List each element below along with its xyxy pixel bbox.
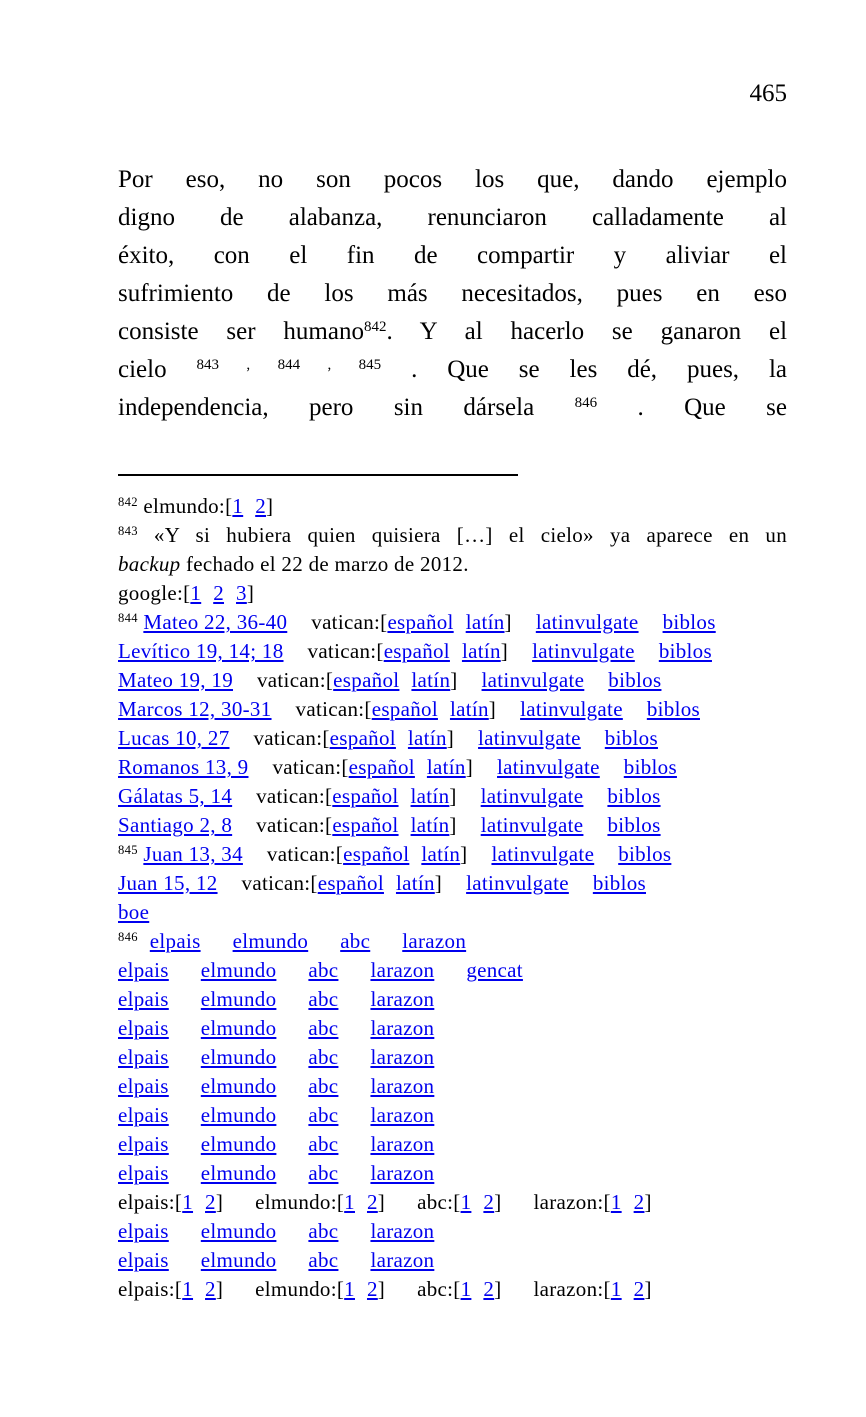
link-elmundo[interactable]: elmundo [200, 987, 277, 1011]
text: elpais:[ [118, 1277, 183, 1301]
text: . Que se [597, 394, 787, 421]
link-latinvulgate[interactable]: latinvulgate [497, 755, 600, 779]
paragraph-line [118, 313, 787, 351]
text: ] [449, 813, 457, 837]
footnote-845 [118, 840, 787, 927]
link-romanos-13-9[interactable]: Romanos 13, 9 [118, 755, 249, 779]
footnote-line [118, 1043, 787, 1072]
link-biblos[interactable]: biblos [646, 697, 700, 721]
footnote-line [118, 898, 787, 927]
text: abc:[ [417, 1277, 461, 1301]
footnote-line [118, 608, 787, 637]
link-biblos[interactable]: biblos [658, 639, 712, 663]
link-boe[interactable]: boe [118, 900, 150, 924]
link-latín[interactable]: latín [407, 726, 447, 750]
link-larazon[interactable]: larazon [370, 1103, 435, 1127]
link-español[interactable]: español [332, 813, 399, 837]
link-español[interactable]: español [348, 755, 415, 779]
link-biblos[interactable]: biblos [607, 813, 661, 837]
text: ] [488, 697, 497, 721]
text: ] [494, 1190, 502, 1214]
text: ] [644, 1277, 652, 1301]
link-biblos[interactable]: biblos [592, 871, 646, 895]
link-latín[interactable]: latín [421, 842, 461, 866]
footnote-846 [118, 927, 787, 1304]
link-elpais[interactable]: elpais [118, 1219, 169, 1243]
paragraph-line [118, 351, 787, 389]
link-abc[interactable]: abc [308, 1161, 339, 1185]
text: ] [215, 1190, 224, 1214]
link-latín[interactable]: latín [461, 639, 501, 663]
footnote-843 [118, 521, 787, 608]
link-2[interactable]: 2 [213, 581, 225, 605]
paragraph-line [118, 161, 787, 199]
main-paragraph [118, 161, 787, 427]
text: vatican:[ [256, 813, 333, 837]
text: . Que se les dé, pues, la [381, 356, 787, 383]
link-2[interactable]: 2 [483, 1190, 495, 1214]
footnote-line [118, 579, 787, 608]
link-larazon[interactable]: larazon [370, 1219, 435, 1243]
footnote-line [118, 1275, 787, 1304]
link-larazon[interactable]: larazon [370, 1248, 435, 1272]
text: vatican:[ [311, 610, 388, 634]
footnote-line [118, 1246, 787, 1275]
link-1[interactable]: 1 [344, 1277, 355, 1301]
link-2[interactable]: 2 [366, 1277, 378, 1301]
footnote-marker-843: 843 [118, 524, 138, 539]
link-elpais[interactable]: elpais [118, 1103, 169, 1127]
link-biblos[interactable]: biblos [608, 668, 662, 692]
link-latinvulgate[interactable]: latinvulgate [535, 610, 639, 634]
link-español[interactable]: español [371, 697, 438, 721]
text: éxito, con el fin de compartir y aliviar el [118, 242, 787, 269]
link-latín[interactable]: latín [426, 755, 466, 779]
text: ] [446, 726, 455, 750]
link-abc[interactable]: abc [308, 987, 339, 1011]
footnote-separator [118, 474, 518, 476]
footnote-line [118, 1072, 787, 1101]
link-elpais[interactable]: elpais [149, 929, 201, 953]
link-biblos[interactable]: biblos [618, 842, 672, 866]
footnote-line [118, 985, 787, 1014]
footnote-line [118, 840, 787, 869]
link-español[interactable]: español [387, 610, 454, 634]
link-latinvulgate[interactable]: latinvulgate [491, 842, 595, 866]
paragraph-line [118, 275, 787, 313]
link-elpais[interactable]: elpais [118, 1016, 169, 1040]
link-abc[interactable]: abc [308, 1074, 339, 1098]
footnote-line [118, 521, 787, 550]
link-abc[interactable]: abc [308, 1045, 339, 1069]
text: ] [377, 1190, 386, 1214]
footnote-line [118, 1101, 787, 1130]
text: Por eso, no son pocos los que, dando ejemplo [118, 166, 787, 193]
link-elmundo[interactable]: elmundo [200, 1103, 277, 1127]
text: vatican:[ [272, 755, 349, 779]
footnote-line [118, 753, 787, 782]
text: ] [460, 842, 468, 866]
link-larazon[interactable]: larazon [370, 1045, 435, 1069]
text: independencia, pero sin dársela [118, 394, 575, 421]
link-elpais[interactable]: elpais [118, 987, 169, 1011]
page-number: 465 [749, 80, 787, 107]
link-santiago-2-8[interactable]: Santiago 2, 8 [118, 813, 233, 837]
link-juan-15-12[interactable]: Juan 15, 12 [118, 871, 218, 895]
link-2[interactable]: 2 [633, 1190, 645, 1214]
link-larazon[interactable]: larazon [370, 987, 435, 1011]
footnote-line [118, 869, 787, 898]
text: larazon:[ [533, 1190, 611, 1214]
link-2[interactable]: 2 [255, 494, 266, 518]
footnote-line [118, 492, 787, 521]
link-latinvulgate[interactable]: latinvulgate [480, 784, 584, 808]
paragraph-line [118, 389, 787, 427]
paragraph-line [118, 199, 787, 237]
link-1[interactable]: 1 [182, 1190, 194, 1214]
text: ] [450, 668, 458, 692]
link-elmundo[interactable]: elmundo [200, 1132, 277, 1156]
footnote-line [118, 695, 787, 724]
link-larazon[interactable]: larazon [370, 958, 435, 982]
link-gencat[interactable]: gencat [466, 958, 523, 982]
link-2[interactable]: 2 [205, 1190, 216, 1214]
footnote-ref-846: 846 [574, 394, 598, 411]
link-larazon[interactable]: larazon [370, 1016, 435, 1040]
footnote-marker-846: 846 [118, 930, 138, 945]
footnote-line [118, 637, 787, 666]
link-latinvulgate[interactable]: latinvulgate [481, 668, 585, 692]
link-1[interactable]: 1 [460, 1277, 472, 1301]
link-1[interactable]: 1 [232, 494, 244, 518]
footnotes [118, 492, 787, 1304]
link-elpais[interactable]: elpais [118, 1074, 169, 1098]
link-elmundo[interactable]: elmundo [200, 1161, 277, 1185]
footnote-line [118, 782, 787, 811]
link-latinvulgate[interactable]: latinvulgate [480, 813, 584, 837]
footnote-ref-843-844-845: 843 , 844 , 845 [196, 356, 382, 373]
text: backup [118, 552, 181, 576]
link-gálatas-5-14[interactable]: Gálatas 5, 14 [118, 784, 233, 808]
text: ] [465, 755, 474, 779]
link-latinvulgate[interactable]: latinvulgate [520, 697, 623, 721]
text: . Y al hacerlo se ganaron el [386, 318, 788, 345]
link-abc[interactable]: abc [308, 1016, 339, 1040]
link-biblos[interactable]: biblos [662, 610, 716, 634]
footnote-line [118, 1014, 787, 1043]
link-juan-13-34[interactable]: Juan 13, 34 [143, 842, 243, 866]
link-elmundo[interactable]: elmundo [200, 958, 277, 982]
text: abc:[ [417, 1190, 461, 1214]
text: vatican:[ [241, 871, 318, 895]
text: digno de alabanza, renunciaron calladamente al [118, 204, 787, 231]
link-1[interactable]: 1 [610, 1277, 622, 1301]
text: vatican:[ [295, 697, 372, 721]
link-levítico-19-14-18[interactable]: Levítico 19, 14; 18 [118, 639, 284, 663]
text: google:[ [118, 581, 191, 605]
link-1[interactable]: 1 [182, 1277, 194, 1301]
text: ] [377, 1277, 386, 1301]
link-2[interactable]: 2 [483, 1277, 495, 1301]
link-2[interactable]: 2 [633, 1277, 645, 1301]
text: larazon:[ [533, 1277, 611, 1301]
footnote-ref-842: 842 [363, 318, 387, 335]
link-latinvulgate[interactable]: latinvulgate [532, 639, 635, 663]
footnote-line [118, 927, 787, 956]
link-mateo-19-19[interactable]: Mateo 19, 19 [118, 668, 233, 692]
link-elpais[interactable]: elpais [118, 1248, 169, 1272]
footnote-line [118, 1130, 787, 1159]
link-1[interactable]: 1 [610, 1190, 622, 1214]
link-elmundo[interactable]: elmundo [200, 1219, 277, 1243]
link-latinvulgate[interactable]: latinvulgate [466, 871, 569, 895]
link-elpais[interactable]: elpais [118, 1045, 169, 1069]
link-biblos[interactable]: biblos [607, 784, 661, 808]
link-abc[interactable]: abc [308, 958, 339, 982]
link-elmundo[interactable]: elmundo [200, 1248, 277, 1272]
footnote-line [118, 1217, 787, 1246]
footnote-842 [118, 492, 787, 521]
link-2[interactable]: 2 [205, 1277, 216, 1301]
link-español[interactable]: español [329, 726, 396, 750]
link-latín[interactable]: latín [411, 668, 451, 692]
link-lucas-10-27[interactable]: Lucas 10, 27 [118, 726, 230, 750]
text: ] [644, 1190, 652, 1214]
link-1[interactable]: 1 [460, 1190, 472, 1214]
text: elmundo:[ [255, 1277, 345, 1301]
text: elmundo:[ [255, 1190, 345, 1214]
footnote-line [118, 550, 787, 579]
footnote-line [118, 1159, 787, 1188]
text: ] [500, 639, 509, 663]
footnote-844 [118, 608, 787, 840]
link-elpais[interactable]: elpais [118, 1161, 169, 1185]
text: «Y si hubiera quien quisiera […] el cielo» ya aparece en un [137, 523, 787, 547]
text: vatican:[ [253, 726, 330, 750]
footnote-marker-842: 842 [118, 495, 138, 510]
text: elmundo:[ [137, 494, 233, 518]
link-2[interactable]: 2 [366, 1190, 378, 1214]
link-español[interactable]: español [333, 668, 400, 692]
footnote-line [118, 1188, 787, 1217]
footnote-line [118, 724, 787, 753]
link-elmundo[interactable]: elmundo [200, 1074, 277, 1098]
link-abc[interactable]: abc [308, 1219, 339, 1243]
link-elpais[interactable]: elpais [118, 958, 169, 982]
text: ] [504, 610, 512, 634]
link-elpais[interactable]: elpais [118, 1132, 169, 1156]
text: ] [246, 581, 255, 605]
link-marcos-12-30-31[interactable]: Marcos 12, 30-31 [118, 697, 272, 721]
text: vatican:[ [307, 639, 384, 663]
link-larazon[interactable]: larazon [370, 1132, 435, 1156]
text: fechado el 22 de marzo de 2012. [180, 552, 469, 576]
link-latín[interactable]: latín [410, 813, 450, 837]
text: ] [266, 494, 274, 518]
text: ] [434, 871, 443, 895]
text: cielo [118, 356, 197, 383]
text: vatican:[ [256, 784, 333, 808]
link-larazon[interactable]: larazon [402, 929, 467, 953]
link-latín[interactable]: latín [465, 610, 505, 634]
link-elmundo[interactable]: elmundo [232, 929, 309, 953]
link-abc[interactable]: abc [340, 929, 371, 953]
link-latinvulgate[interactable]: latinvulgate [478, 726, 581, 750]
link-biblos[interactable]: biblos [604, 726, 658, 750]
link-abc[interactable]: abc [308, 1132, 339, 1156]
link-español[interactable]: español [317, 871, 384, 895]
text: sufrimiento de los más necesitados, pues en eso [118, 280, 787, 307]
link-abc[interactable]: abc [308, 1103, 339, 1127]
link-español[interactable]: español [383, 639, 450, 663]
paragraph-line [118, 237, 787, 275]
link-3[interactable]: 3 [236, 581, 247, 605]
text: vatican:[ [257, 668, 334, 692]
link-latín[interactable]: latín [410, 784, 450, 808]
link-mateo-22-36-40[interactable]: Mateo 22, 36-40 [143, 610, 288, 634]
link-latín[interactable]: latín [449, 697, 489, 721]
link-biblos[interactable]: biblos [623, 755, 677, 779]
footnote-marker-845: 845 [118, 843, 138, 858]
link-larazon[interactable]: larazon [370, 1161, 435, 1185]
footnote-marker-844: 844 [118, 611, 138, 626]
link-abc[interactable]: abc [308, 1248, 339, 1272]
link-elmundo[interactable]: elmundo [200, 1045, 277, 1069]
text: consiste ser humano [118, 318, 364, 345]
footnote-line [118, 666, 787, 695]
text: vatican:[ [266, 842, 344, 866]
text: ] [215, 1277, 224, 1301]
text: ] [449, 784, 457, 808]
footnote-line [118, 956, 787, 985]
link-latín[interactable]: latín [395, 871, 435, 895]
link-español[interactable]: español [343, 842, 410, 866]
link-1[interactable]: 1 [344, 1190, 355, 1214]
link-larazon[interactable]: larazon [370, 1074, 435, 1098]
footnote-line [118, 811, 787, 840]
text: ] [494, 1277, 502, 1301]
link-español[interactable]: español [332, 784, 399, 808]
link-1[interactable]: 1 [190, 581, 202, 605]
link-elmundo[interactable]: elmundo [200, 1016, 277, 1040]
text: elpais:[ [118, 1190, 183, 1214]
